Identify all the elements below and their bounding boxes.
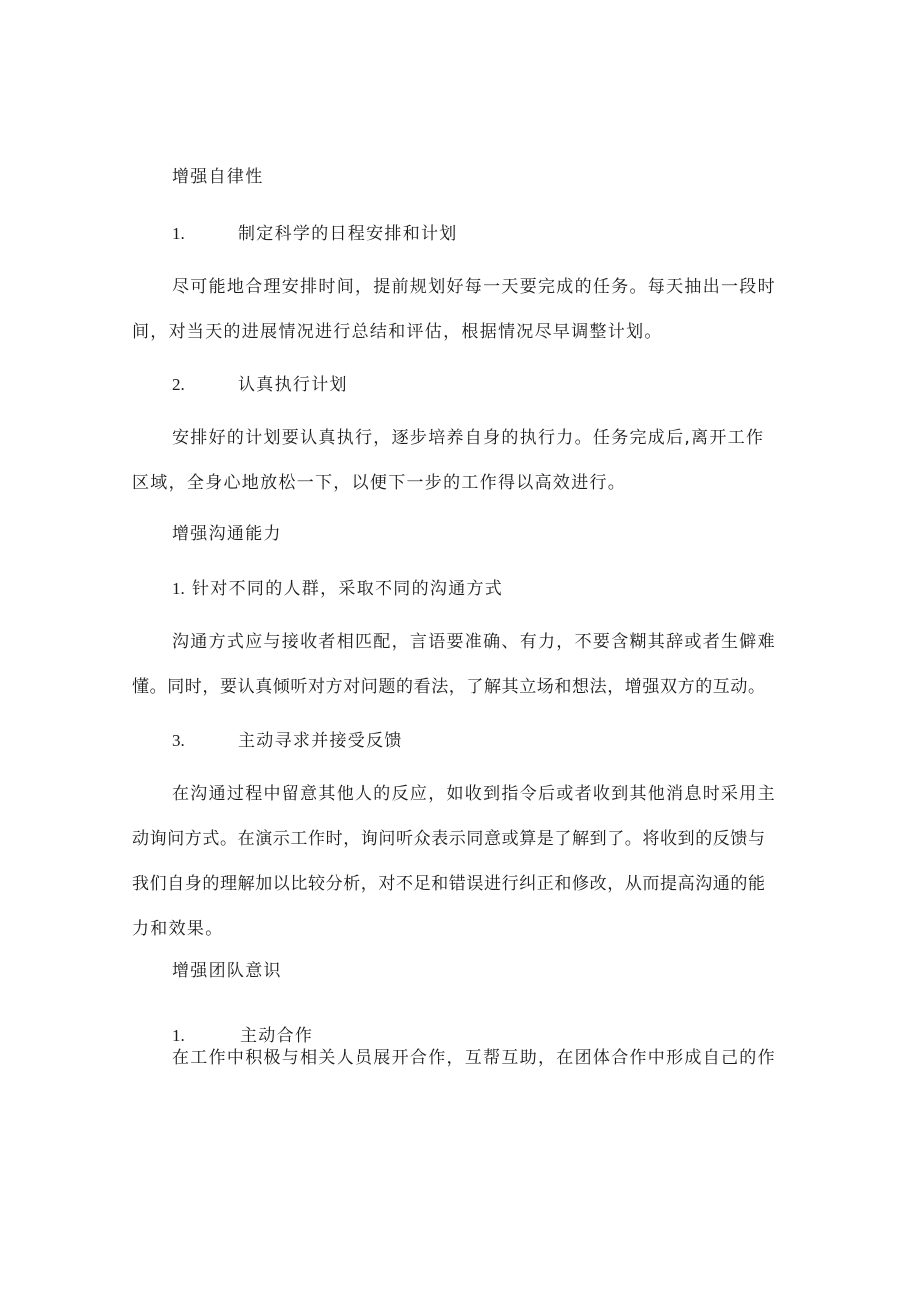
list-item-heading: [172, 726, 403, 751]
paragraph-line: 间，对当天的进展情况进行总结和评估，根据情况尽早调整计划。: [132, 322, 663, 342]
paragraph-line: 力和效果。: [132, 919, 224, 939]
list-item-title: 认真执行计划: [238, 375, 348, 395]
list-item-number: 1.: [172, 1026, 185, 1045]
paragraph-line: 在工作中积极与相关人员展开合作，互帮互助，在团体合作中形成自己的作: [172, 1048, 776, 1068]
section-heading-self-discipline: 增强自律性: [172, 167, 264, 187]
paragraph-line: 懂。同时，要认真倾听对方对问题的看法，了解其立场和想法，增强双方的互动。: [132, 677, 766, 697]
list-item-heading: [172, 574, 503, 599]
list-item-title: 制定科学的日程安排和计划: [238, 224, 458, 244]
section-heading-teamwork: 增强团队意识: [172, 961, 282, 981]
list-item-number: 1.: [172, 224, 185, 243]
list-item-number: 2.: [172, 375, 185, 394]
list-item-heading: [172, 219, 458, 244]
paragraph: [132, 416, 765, 506]
list-item-title: 主动合作: [240, 1026, 314, 1046]
section-heading-communication: 增强沟通能力: [172, 524, 282, 544]
paragraph: [172, 1036, 776, 1081]
list-item-title: 主动寻求并接受反馈: [238, 731, 403, 751]
paragraph: [132, 772, 776, 952]
paragraph-line: 我们自身的理解加以比较分析，对不足和错误进行纠正和修改，从而提高沟通的能: [132, 874, 766, 894]
paragraph-line: 在沟通过程中留意其他人的反应，如收到指令后或者收到其他消息时采用主: [172, 784, 776, 804]
paragraph-line: 尽可能地合理安排时间，提前规划好每一天要完成的任务。每天抽出一段时: [172, 277, 776, 297]
paragraph: [132, 265, 776, 355]
list-item-heading: [172, 370, 348, 395]
paragraph-line: 区域，全身心地放松一下，以便下一步的工作得以高效进行。: [132, 473, 627, 493]
list-item-number: 1.: [172, 579, 185, 598]
paragraph: [132, 620, 776, 710]
paragraph-line: 安排好的计划要认真执行，逐步培养自身的执行力。任务完成后,离开工作: [172, 428, 765, 448]
paragraph-line: 动询问方式。在演示工作时，询问听众表示同意或算是了解到了。将收到的反馈与: [132, 829, 766, 849]
list-item-number: 3.: [172, 731, 185, 750]
paragraph-line: 沟通方式应与接收者相匹配，言语要准确、有力，不要含糊其辞或者生僻难: [172, 632, 776, 652]
list-item-title: 针对不同的人群，采取不同的沟通方式: [192, 579, 504, 599]
